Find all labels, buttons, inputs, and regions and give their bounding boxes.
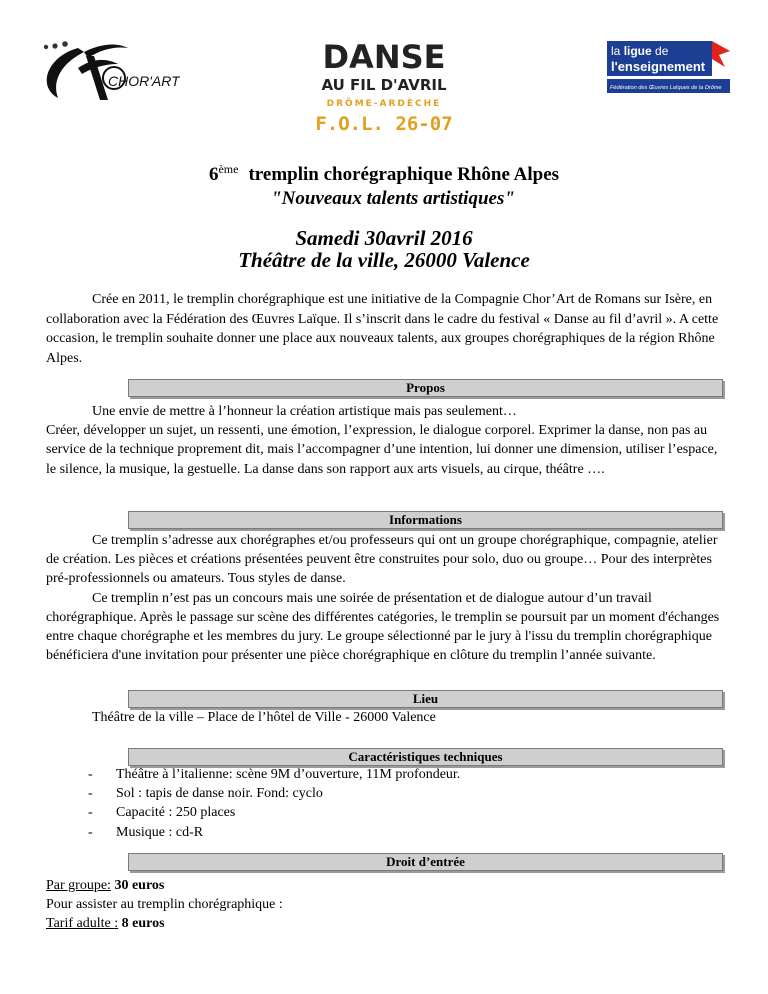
list-item: - Musique : cd-R bbox=[88, 823, 460, 842]
logo-center-line3: DRÔME-ARDÈCHE bbox=[326, 99, 442, 109]
section-heading-droit-entree: Droit d’entrée bbox=[128, 853, 723, 871]
adult-price-line bbox=[46, 914, 726, 933]
ligue-enseignement-logo bbox=[607, 41, 730, 96]
propos-section bbox=[46, 402, 726, 479]
section-heading-informations: Informations bbox=[128, 511, 723, 529]
title-text: tremplin chorégraphique Rhône Alpes bbox=[248, 164, 560, 185]
ligue-logo-mark bbox=[607, 41, 730, 96]
techniques-list bbox=[88, 765, 460, 842]
logo-right-line2: l'enseignement bbox=[611, 59, 706, 74]
list-item: - Sol : tapis de danse noir. Fond: cyclo bbox=[88, 784, 460, 803]
group-price-label: Par groupe: bbox=[46, 878, 111, 893]
danse-au-fil-davril-logo bbox=[311, 36, 457, 148]
lieu-section bbox=[46, 708, 726, 727]
event-venue: Théâtre de la ville, 26000 Valence bbox=[238, 248, 530, 272]
adult-price-value: 8 euros bbox=[121, 916, 165, 932]
group-price-value: 30 euros bbox=[114, 878, 165, 893]
chorart-logo-text: CHOR'ART bbox=[108, 73, 180, 89]
droit-entree-section bbox=[46, 876, 726, 934]
section-heading-propos: Propos bbox=[128, 379, 723, 397]
title-ordinal: 6 bbox=[208, 164, 219, 185]
list-item: - Théâtre à l’italienne: scène 9M d’ouverture, 11M profondeur. bbox=[88, 765, 460, 784]
logo-right-line3: Fédération des Œuvres Laïques de la Drôme bbox=[610, 85, 722, 91]
logo-center-line4: F.O.L. 26-07 bbox=[315, 113, 453, 135]
informations-paragraph-2: Ce tremplin n’est pas un concours mais une soirée de présentation et de dialogue autour d’un travail chorégraphique. Après le passage sur scène des différentes catégories, le tremplin se poursuit par un moment d'échanges entre chaque chorégraphe et les membres du jury. Le groupe sélectionné par le jury à l'issu du tremplin chorégraphique bénéficiera d'une invitation pour présenter une pièce chorégraphique en clôture du tremplin l’année suivante. bbox=[46, 590, 720, 664]
propos-line1: Une envie de mettre à l’honneur la création artistique mais pas seulement… bbox=[92, 404, 517, 419]
informations-paragraph-1: Ce tremplin s’adresse aux chorégraphes et/ou professeurs qui ont un groupe chorégraphique, compagnie, atelier de création. Les pièces et créations présentées peuvent être construites pour solo, duo ou groupe… Pour des interprètes pré-professionnels ou amateurs. Tous styles de danse. bbox=[46, 533, 718, 587]
logo-center-line1: DANSE bbox=[322, 38, 446, 76]
section-heading-lieu: Lieu bbox=[128, 690, 723, 708]
intro-paragraph: Crée en 2011, le tremplin chorégraphique est une initiative de la Compagnie Chor’Art de Romans sur Isère, en collaboration avec la Fédération des Œuvres Laïque. Il s’inscrit dans le cadre du festival « Danse au fil d’avril ». A cette occasion, le tremplin souhaite donner une place aux nouveaux talents, aux groupes chorégraphiques de la région Rhône Alpes. bbox=[46, 292, 719, 366]
event-title bbox=[0, 162, 768, 186]
festival-logo-mark bbox=[311, 36, 457, 148]
chorart-logo-mark bbox=[38, 38, 180, 106]
adult-price-label: Tarif adulte : bbox=[46, 916, 119, 932]
logo-right-line1: la ligue de bbox=[611, 44, 669, 58]
title-ordinal-suffix: ème bbox=[218, 162, 239, 176]
list-item: - Capacité : 250 places bbox=[88, 803, 460, 822]
assist-text: Pour assister au tremplin chorégraphique : bbox=[46, 897, 283, 913]
propos-body: Créer, développer un sujet, un ressenti, une émotion, l’expression, le dialogue corporel. Exprimer la danse, non pas au service de la technique proprement dit, mais l’accompagner d’une intention, lui donner une dimension, utiliser l’espace, le silence, la musique, la gestuelle. La danse dans son rapport aux arts visuels, au cirque, théâtre …. bbox=[46, 423, 718, 477]
section-heading-techniques: Caractéristiques techniques bbox=[128, 748, 723, 766]
informations-section bbox=[46, 531, 726, 665]
event-date: Samedi 30avril 2016 bbox=[295, 226, 473, 250]
group-price-line bbox=[46, 876, 726, 895]
event-subtitle: "Nouveaux talents artistiques" bbox=[271, 188, 515, 209]
lieu-address: Théâtre de la ville – Place de l’hôtel de Ville - 26000 Valence bbox=[92, 710, 436, 725]
chorart-logo bbox=[38, 38, 180, 106]
logo-center-line2: AU FIL D'AVRIL bbox=[321, 76, 447, 94]
